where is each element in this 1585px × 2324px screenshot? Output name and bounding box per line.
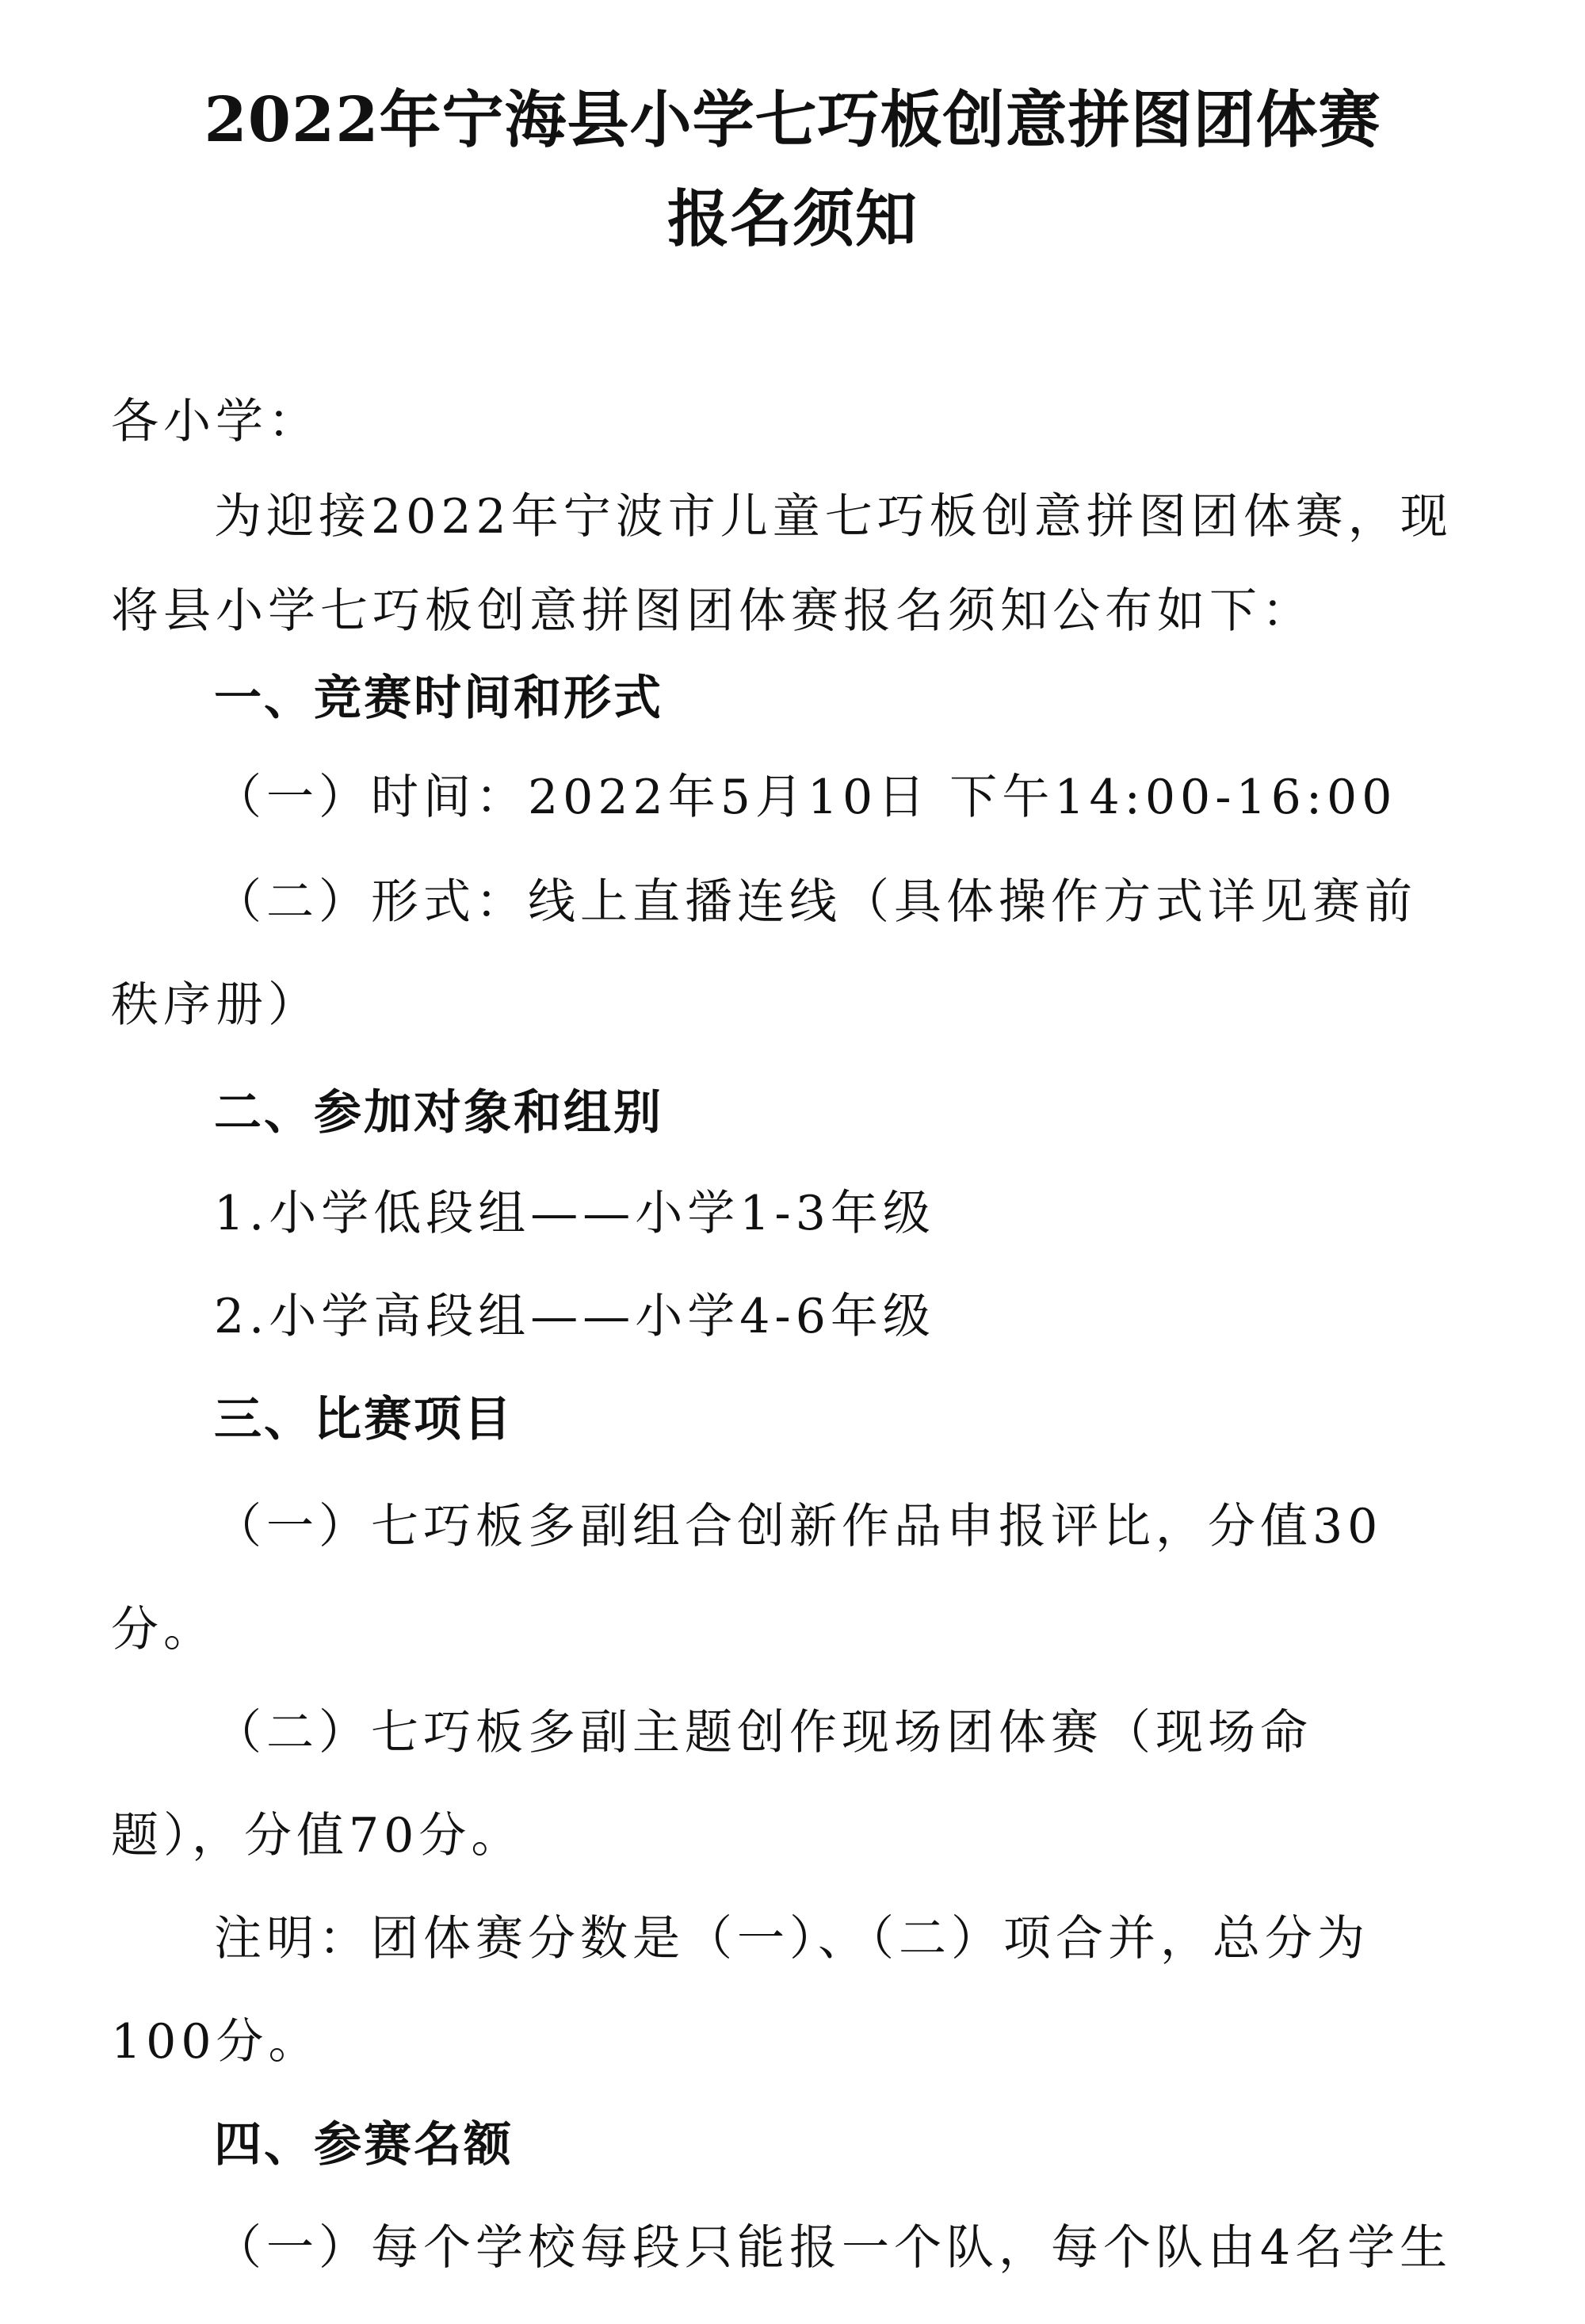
section1-form-line-2: 秩序册） <box>111 977 320 1033</box>
section1-time: （一）时间：2022年5月10日 下午14:00-16:00 <box>214 770 1397 825</box>
section2-group-1: 1.小学低段组——小学1-3年级 <box>214 1186 935 1241</box>
section4-item1-line-1: （一）每个学校每段只能报一个队，每个队由4名学生 <box>214 2220 1453 2276</box>
document-title-line-1: 2022年宁海县小学七巧板创意拼图团体赛 <box>204 84 1381 156</box>
section3-note-line-2: 100分。 <box>111 2014 321 2070</box>
section-heading-1: 一、竞赛时间和形式 <box>214 671 663 726</box>
section-heading-4: 四、参赛名额 <box>214 2117 514 2173</box>
document-title-line-2: 报名须知 <box>666 183 918 255</box>
section3-item2-line-2: 题），分值70分。 <box>111 1808 524 1863</box>
section2-group-2: 2.小学高段组——小学4-6年级 <box>214 1289 935 1344</box>
section-heading-3: 三、比赛项目 <box>214 1392 514 1447</box>
intro-paragraph-line-1: 为迎接2022年宁波市儿童七巧板创意拼图团体赛，现 <box>214 489 1453 545</box>
section-heading-2: 二、参加对象和组别 <box>214 1085 663 1141</box>
section3-item2-line-1: （二）七巧板多副主题创作现场团体赛（现场命 <box>214 1705 1312 1760</box>
section1-form-line-1: （二）形式：线上直播连线（具体操作方式详见赛前 <box>214 874 1417 930</box>
section3-item1-line-2: 分。 <box>111 1602 216 1657</box>
section3-item1-line-1: （一）七巧板多副组合创新作品申报评比，分值30 <box>214 1499 1383 1554</box>
section3-note-line-1: 注明：团体赛分数是（一）、（二）项合并，总分为 <box>214 1911 1369 1967</box>
intro-paragraph-line-2: 将县小学七巧板创意拼图团体赛报名须知公布如下： <box>111 583 1314 639</box>
salutation: 各小学： <box>111 394 320 449</box>
